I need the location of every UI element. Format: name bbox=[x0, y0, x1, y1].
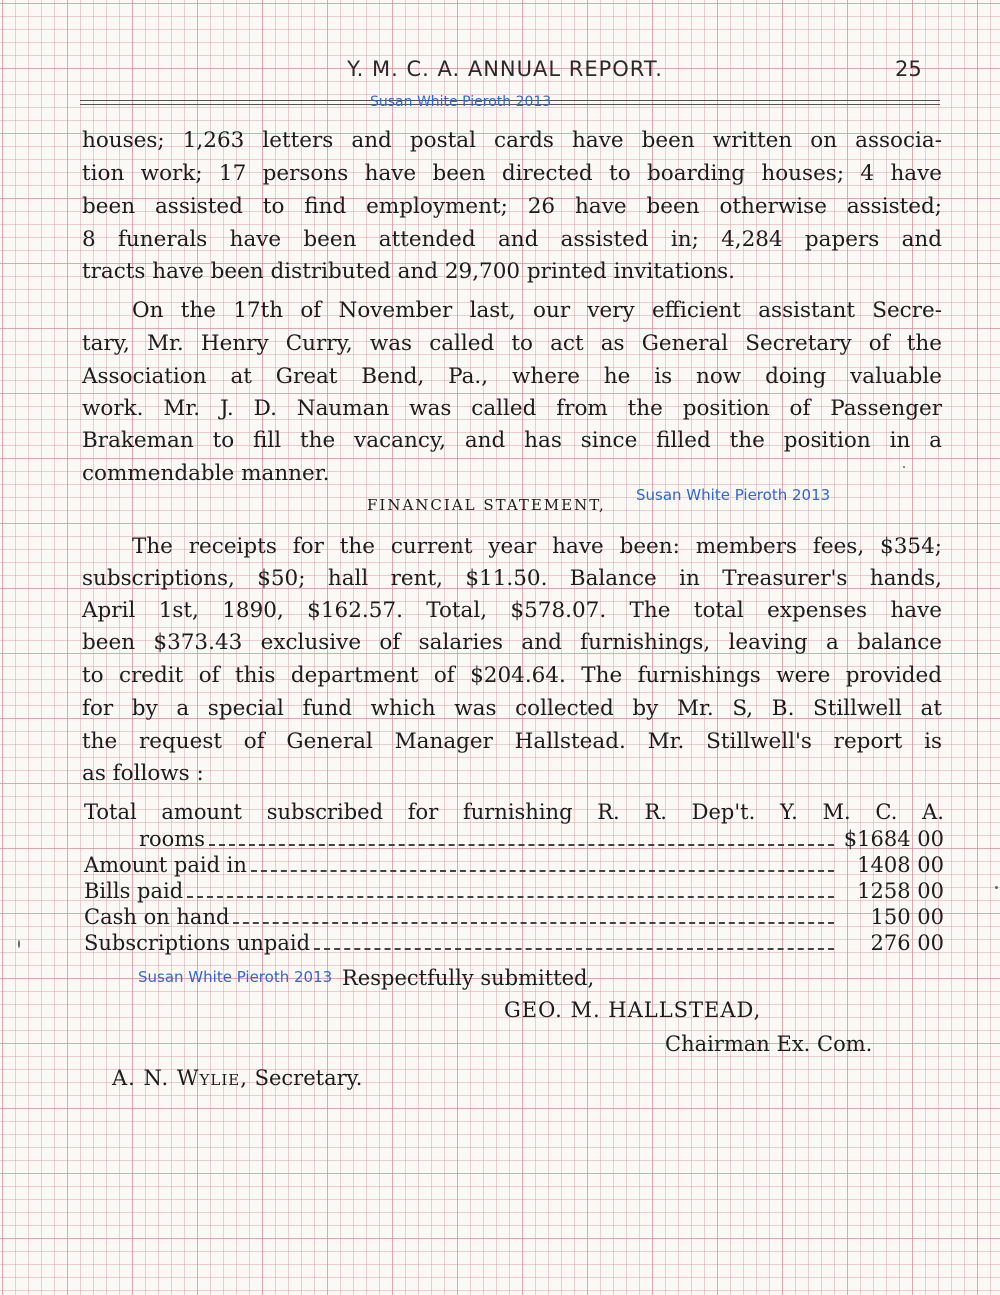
signatory-name: GEO. M. HALLSTEAD, bbox=[504, 998, 762, 1022]
text-line: been $373.43 exclusive of salaries and furnishings, leaving a balance bbox=[82, 630, 942, 655]
text-line: subscriptions, $50; hall rent, $11.50. Balance in Treasurer's hands, bbox=[82, 566, 942, 591]
paper-speck bbox=[995, 886, 998, 889]
leader-dots bbox=[251, 870, 834, 872]
closing-line: Respectfully submitted, bbox=[342, 966, 595, 990]
text-line: for by a special fund which was collected by Mr. S, B. Stillwell at bbox=[82, 696, 942, 721]
ledger-intro: Total amount subscribed for furnishing R. R. Dep't. Y. M. C. A. bbox=[84, 800, 944, 824]
signatory-title: Chairman Ex. Com. bbox=[665, 1032, 873, 1056]
text-line: tary, Mr. Henry Curry, was called to act as General Secretary of the bbox=[82, 331, 942, 356]
leader-dots bbox=[314, 948, 834, 950]
leader-dots bbox=[209, 844, 834, 846]
text-line: April 1st, 1890, $162.57. Total, $578.07. The total expenses have bbox=[82, 598, 942, 623]
text-line: work. Mr. J. D. Nauman was called from the position of Passenger bbox=[82, 396, 942, 421]
text-line: as follows : bbox=[82, 761, 204, 786]
text-line: to credit of this department of $204.64. The furnishings were provided bbox=[82, 663, 942, 688]
text-line: commendable manner. bbox=[82, 461, 330, 486]
secretary-line bbox=[112, 1066, 362, 1090]
running-header-title: Y. M. C. A. ANNUAL REPORT. bbox=[347, 57, 663, 81]
paper-speck bbox=[903, 466, 905, 468]
ledger-amount: $1684 00 bbox=[843, 827, 944, 851]
text-line: houses; 1,263 letters and postal cards have been written on associa- bbox=[82, 128, 942, 153]
ledger-label: Subscriptions unpaid bbox=[84, 931, 311, 955]
text-line: tion work; 17 persons have been directed to boarding houses; 4 have bbox=[82, 161, 942, 186]
ledger-label: Cash on hand bbox=[84, 905, 230, 929]
paper-speck bbox=[18, 940, 20, 948]
ledger-amount: 276 00 bbox=[870, 931, 944, 955]
text-line: Brakeman to fill the vacancy, and has since filled the position in a bbox=[82, 428, 942, 453]
secretary-title: Secretary. bbox=[254, 1066, 363, 1090]
page-number: 25 bbox=[895, 57, 922, 81]
ledger-row bbox=[84, 826, 944, 852]
ledger-amount: 150 00 bbox=[870, 905, 944, 929]
ledger-row bbox=[84, 904, 944, 930]
text-line: tracts have been distributed and 29,700 printed invitations. bbox=[82, 259, 736, 284]
text-line: On the 17th of November last, our very efficient assistant Secre- bbox=[132, 298, 942, 323]
secretary-name: A. N. Wylie, bbox=[112, 1066, 248, 1090]
text-line: The receipts for the current year have been: members fees, $354; bbox=[132, 534, 942, 559]
leader-dots bbox=[233, 922, 834, 924]
ledger-label: Amount paid in bbox=[84, 853, 247, 877]
text-line: Association at Great Bend, Pa., where he is now doing valuable bbox=[82, 364, 942, 389]
ledger-label: Bills paid bbox=[84, 879, 184, 903]
text-line: the request of General Manager Hallstead. Mr. Stillwell's report is bbox=[82, 729, 942, 754]
ledger-label: rooms bbox=[139, 827, 206, 851]
watermark-top: Susan White Pieroth 2013 bbox=[370, 94, 552, 110]
text-line: 8 funerals have been attended and assisted in; 4,284 papers and bbox=[82, 227, 942, 252]
ledger-row bbox=[84, 930, 944, 956]
ledger-amount: 1408 00 bbox=[857, 853, 944, 877]
ledger-row bbox=[84, 852, 944, 878]
watermark-bottom: Susan White Pieroth 2013 bbox=[138, 968, 333, 986]
section-heading: FINANCIAL STATEMENT, bbox=[367, 496, 606, 514]
ledger-amount: 1258 00 bbox=[857, 879, 944, 903]
leader-dots bbox=[187, 896, 834, 898]
watermark-middle: Susan White Pieroth 2013 bbox=[636, 486, 831, 504]
text-line: been assisted to find employment; 26 have been otherwise assisted; bbox=[82, 194, 942, 219]
ledger-row bbox=[84, 878, 944, 904]
